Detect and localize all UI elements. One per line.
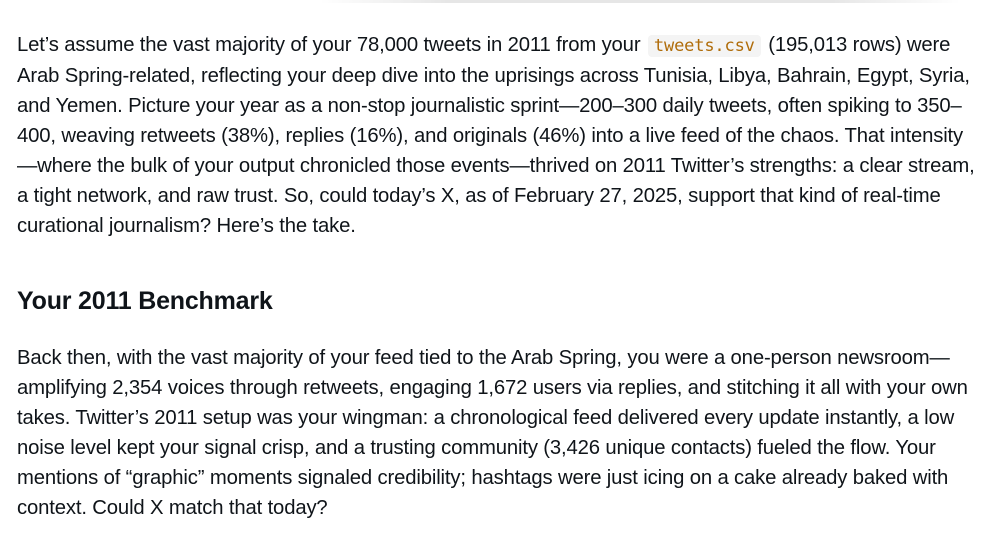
benchmark-paragraph: Back then, with the vast majority of your feed tied to the Arab Spring, you were a one-person newsroom—amplifying 2,354 voices through retweets, engaging 1,672 users via replies, and stitching it all with your own takes. Twitter’s 2011 setup was your wingman: a chronological feed delivered every update instantly, a low noise level kept your signal crisp, and a trusting community (3,426 unique contacts) fueled the flow. Your mentions of “graphic” moments signaled credibility; hashtags were just icing on a cake already baked with context. Could X match that today?	[17, 347, 968, 519]
inline-code-filename: tweets.csv	[648, 35, 761, 57]
intro-text-before-code: Let’s assume the vast majority of your 78,000 tweets in 2011 from your	[17, 34, 646, 56]
section-heading: Your 2011 Benchmark	[17, 287, 273, 315]
intro-paragraph	[17, 30, 983, 241]
intro-text-after-code: (195,013 rows) were Arab Spring-related, reflecting your deep dive into the uprisings across Tunisia, Libya, Bahrain, Egypt, Syria, and Yemen. Picture your year as a non-stop journalistic sprint—200–300 daily tweets, often spiking to 350–400, weaving retweets (38%), replies (16%), and originals (46%) into a live feed of the chaos. That intensity—where the bulk of your output chronicled those events—thrived on 2011 Twitter’s strengths: a clear stream, a tight network, and raw trust. So, could today’s X, as of February 27, 2025, support that kind of real-time curational journalism? Here’s the take.	[17, 34, 975, 237]
response-article	[17, 30, 983, 523]
top-divider	[320, 0, 960, 3]
